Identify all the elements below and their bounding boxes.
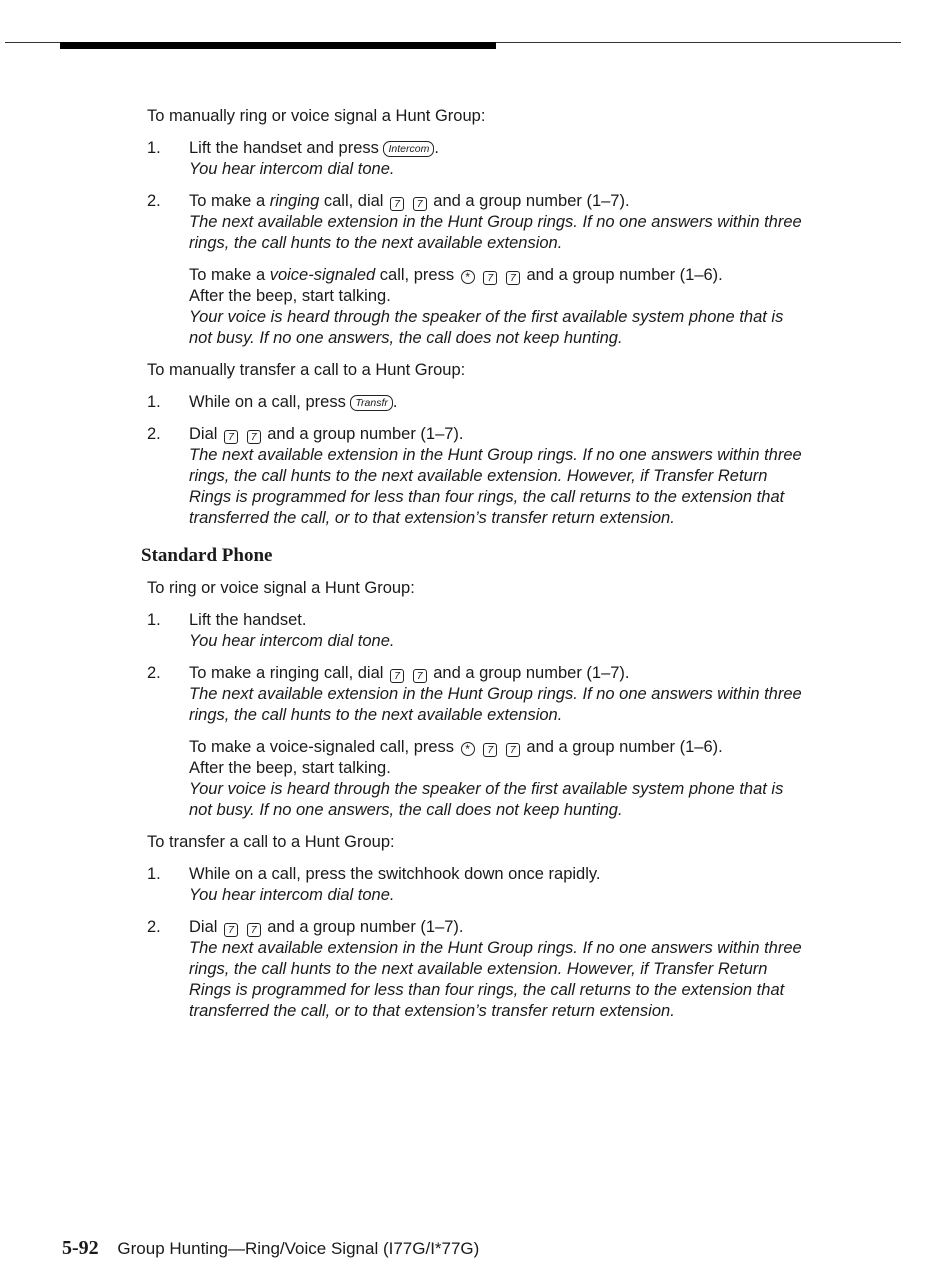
- page-body: [141, 106, 807, 1033]
- step-number: 2.: [147, 425, 161, 443]
- step-result: You hear intercom dial tone.: [189, 632, 395, 650]
- key-7-icon: 7: [506, 271, 520, 285]
- key-7-icon: 7: [483, 743, 497, 757]
- step-1: [147, 392, 807, 413]
- step-2: [147, 191, 807, 254]
- star-key-icon: *: [461, 742, 475, 756]
- step-result: Your voice is heard through the speaker of the first available system phone that is not busy. If no one answers, the call does not keep hunting.: [189, 780, 784, 819]
- step-result: The next available extension in the Hunt Group rings. If no one answers within three rings, the call hunts to the next available extension. However, if Transfer Return Rings is programmed for less than four rings, the call returns to the extension that transferred the call, or to that extension’s transfer return extension.: [189, 939, 802, 1020]
- step-number: 2.: [147, 192, 161, 210]
- key-7-icon: 7: [483, 271, 497, 285]
- intercom-button-icon: Intercom: [383, 141, 434, 157]
- step-text: While on a call, press the switchhook down once rapidly.: [189, 865, 601, 883]
- step-result: The next available extension in the Hunt Group rings. If no one answers within three rings, the call hunts to the next available extension. However, if Transfer Return Rings is programmed for less than four rings, the call returns to the extension that transferred the call, or to that extension’s transfer return extension.: [189, 446, 802, 527]
- step-result: Your voice is heard through the speaker of the first available system phone that is not busy. If no one answers, the call does not keep hunting.: [189, 308, 784, 347]
- step-number: 1.: [147, 611, 161, 629]
- step-text: To make a voice-signaled call, press * 7 7 and a group number (1–6).: [189, 266, 723, 284]
- intro-standard-transfer: To transfer a call to a Hunt Group:: [147, 833, 395, 851]
- intro-standard-ring: To ring or voice signal a Hunt Group:: [147, 579, 415, 597]
- step-text: Dial 7 7 and a group number (1–7).: [189, 918, 464, 936]
- key-7-icon: 7: [224, 430, 238, 444]
- step-text: To make a ringing call, dial 7 7 and a group number (1–7).: [189, 664, 630, 682]
- key-7-icon: 7: [413, 197, 427, 211]
- key-7-icon: 7: [506, 743, 520, 757]
- step-text: Lift the handset.: [189, 611, 307, 629]
- key-7-icon: 7: [413, 669, 427, 683]
- header-bar: [60, 42, 496, 49]
- step-result: You hear intercom dial tone.: [189, 160, 395, 178]
- step-text: Dial 7 7 and a group number (1–7).: [189, 425, 464, 443]
- step-number: 1.: [147, 865, 161, 883]
- voice-signal-instruction: [147, 265, 807, 349]
- key-7-icon: 7: [390, 197, 404, 211]
- step-result: You hear intercom dial tone.: [189, 886, 395, 904]
- step-result: The next available extension in the Hunt Group rings. If no one answers within three rings, the call hunts to the next available extension.: [189, 685, 802, 724]
- step-number: 1.: [147, 393, 161, 411]
- step-text: While on a call, press Transfr .: [189, 393, 398, 411]
- step-1: [147, 138, 807, 180]
- step-number: 2.: [147, 664, 161, 682]
- step-text: Lift the handset and press Intercom .: [189, 139, 439, 157]
- voice-signal-instruction: [147, 737, 807, 821]
- page-footer: [62, 1237, 479, 1260]
- step-result: The next available extension in the Hunt Group rings. If no one answers within three rings, the call hunts to the next available extension.: [189, 213, 802, 252]
- step-2: [147, 663, 807, 726]
- step-text: After the beep, start talking.: [189, 287, 391, 305]
- key-7-icon: 7: [390, 669, 404, 683]
- intro-manual-ring: To manually ring or voice signal a Hunt Group:: [147, 107, 486, 125]
- step-text: To make a voice-signaled call, press * 7 7 and a group number (1–6).: [189, 738, 723, 756]
- footer-title: Group Hunting—Ring/Voice Signal (I77G/I*77G): [117, 1239, 480, 1258]
- step-2: [147, 917, 807, 1022]
- star-key-icon: *: [461, 270, 475, 284]
- step-1: [147, 864, 807, 906]
- step-number: 2.: [147, 918, 161, 936]
- step-1: [147, 610, 807, 652]
- page-number: 5-92: [62, 1237, 99, 1259]
- key-7-icon: 7: [247, 430, 261, 444]
- key-7-icon: 7: [247, 923, 261, 937]
- step-2: [147, 424, 807, 529]
- section-heading: Standard Phone: [141, 545, 273, 566]
- step-text: After the beep, start talking.: [189, 759, 391, 777]
- intro-manual-transfer: To manually transfer a call to a Hunt Group:: [147, 361, 466, 379]
- transfer-button-icon: Transfr: [350, 395, 392, 411]
- key-7-icon: 7: [224, 923, 238, 937]
- step-number: 1.: [147, 139, 161, 157]
- step-text: To make a ringing call, dial 7 7 and a group number (1–7).: [189, 192, 630, 210]
